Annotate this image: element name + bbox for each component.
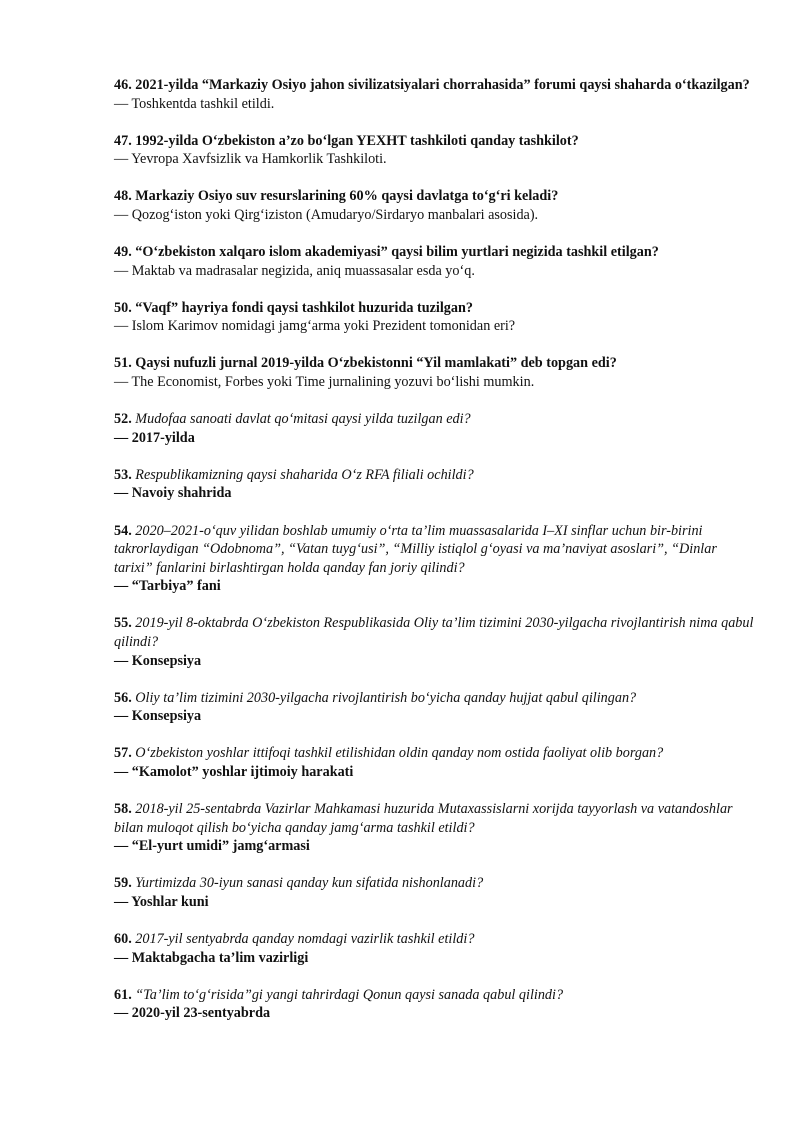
question-number: 60. xyxy=(114,931,132,947)
question-text: 50. “Vaqf” hayriya fondi qaysi tashkilot huzurida tuzilgan? xyxy=(114,299,473,316)
answer-text: — Islom Karimov nomidagi jamgʻarma yoki Prezident tomonidan eri? xyxy=(114,318,516,335)
question-text: Respublikamizning qaysi shaharida Oʻz RFA filiali ochildi? xyxy=(135,466,474,483)
question-number: 57. xyxy=(114,745,132,762)
question-text: 2020–2021-oʻquv yilidan boshlab umumiy oʻrta ta’lim muassasalarida I–XI sinflar uchun bir-birini takrorlaydigan “Odobnoma”, “Vatan tuygʻusi”, “Milliy istiqlol gʻoyasi va ma’naviyat asoslari”, “Dinlar tarixi” fanlarini birlashtirgan holda qanday fan joriy qilindi? xyxy=(114,522,717,576)
qa-item-47 xyxy=(114,132,754,169)
answer-text: — Konsepsiya xyxy=(114,708,202,725)
qa-item-61 xyxy=(114,986,754,1023)
qa-item-54 xyxy=(114,522,754,596)
qa-item-46 xyxy=(114,76,754,113)
answer-text: — 2020-yil 23-sentyabrda xyxy=(114,1005,271,1022)
qa-item-48 xyxy=(114,187,754,224)
answer-text: — 2017-yilda xyxy=(114,429,195,446)
answer-text: — Qozogʻiston yoki Qirgʻiziston (Amudaryo/Sirdaryo manbalari asosida). xyxy=(114,206,539,223)
question-text: Yurtimizda 30-iyun sanasi qanday kun sifatida nishonlanadi? xyxy=(135,875,484,892)
question-text: Oʻzbekiston yoshlar ittifoqi tashkil etilishidan oldin qanday nom ostida faoliyat olib borgan? xyxy=(135,745,664,762)
answer-text: — Konsepsiya xyxy=(114,652,202,669)
qa-item-50 xyxy=(114,299,754,336)
document-page xyxy=(114,76,754,1041)
answer-text: — “El-yurt umidi” jamgʻarmasi xyxy=(114,838,310,855)
question-text: 49. “Oʻzbekiston xalqaro islom akademiyasi” qaysi bilim yurtlari negizida tashkil etilgan? xyxy=(114,244,659,261)
question-text: Oliy ta’lim tizimini 2030-yilgacha rivojlantirish boʻyicha qanday hujjat qabul qilingan? xyxy=(135,689,637,706)
qa-item-59 xyxy=(114,874,754,911)
answer-text: — Toshkentda tashkil etildi. xyxy=(114,95,275,112)
answer-text: — “Tarbiya” fani xyxy=(114,578,221,595)
answer-text: — The Economist, Forbes yoki Time jurnalining yozuvi boʻlishi mumkin. xyxy=(114,374,535,391)
question-number: 52. xyxy=(114,411,132,428)
answer-text: — Yoshlar kuni xyxy=(114,893,209,910)
question-number: 61. xyxy=(114,986,132,1003)
question-text: 2019-yil 8-oktabrda Oʻzbekiston Respublikasida Oliy ta’lim tizimini 2030-yilgacha rivojlantirish nima qabul qilindi? xyxy=(114,615,754,650)
question-text: 2017-yil sentyabrda qanday nomdagi vazirlik tashkil etildi? xyxy=(135,931,475,947)
answer-text: — “Kamolot” yoshlar ijtimoiy harakati xyxy=(114,763,354,780)
qa-item-56 xyxy=(114,689,754,726)
question-text: 47. 1992-yilda Oʻzbekiston a’zo boʻlgan YEXHT tashkiloti qanday tashkilot? xyxy=(114,132,579,149)
question-number: 56. xyxy=(114,689,132,706)
qa-item-49 xyxy=(114,243,754,280)
qa-item-52 xyxy=(114,410,754,447)
answer-text: — Yevropa Xavfsizlik va Hamkorlik Tashkiloti. xyxy=(114,151,387,168)
qa-item-51 xyxy=(114,354,754,391)
question-text: Mudofaa sanoati davlat qoʻmitasi qaysi yilda tuzilgan edi? xyxy=(135,411,471,428)
answer-text: — Maktabgacha ta’lim vazirligi xyxy=(114,949,309,966)
qa-item-55 xyxy=(114,614,754,670)
qa-item-58 xyxy=(114,800,754,856)
question-number: 53. xyxy=(114,466,132,483)
qa-item-57 xyxy=(114,744,754,781)
answer-text: — Maktab va madrasalar negizida, aniq muassasalar esda yoʻq. xyxy=(114,262,475,279)
question-text: 46. 2021-yilda “Markaziy Osiyo jahon sivilizatsiyalari chorrahasida” forumi qaysi shaharda oʻtkazilgan? xyxy=(114,77,750,93)
question-number: 54. xyxy=(114,522,132,539)
qa-item-53 xyxy=(114,466,754,503)
question-text: 2018-yil 25-sentabrda Vazirlar Mahkamasi huzurida Mutaxassislarni xorijda tayyorlash va vatandoshlar bilan muloqot qilish boʻyicha qanday jamgʻarma tashkil etildi? xyxy=(114,801,733,836)
question-number: 55. xyxy=(114,615,132,632)
answer-text: — Navoiy shahrida xyxy=(114,485,232,502)
question-text: 51. Qaysi nufuzli jurnal 2019-yilda Oʻzbekistonni “Yil mamlakati” deb topgan edi? xyxy=(114,355,617,372)
question-text: 48. Markaziy Osiyo suv resurslarining 60% qaysi davlatga toʻgʻri keladi? xyxy=(114,188,559,205)
qa-item-60 xyxy=(114,930,754,967)
question-number: 59. xyxy=(114,875,132,892)
question-text: “Ta’lim toʻgʻrisida”gi yangi tahrirdagi Qonun qaysi sanada qabul qilindi? xyxy=(135,986,564,1003)
question-number: 58. xyxy=(114,801,132,818)
